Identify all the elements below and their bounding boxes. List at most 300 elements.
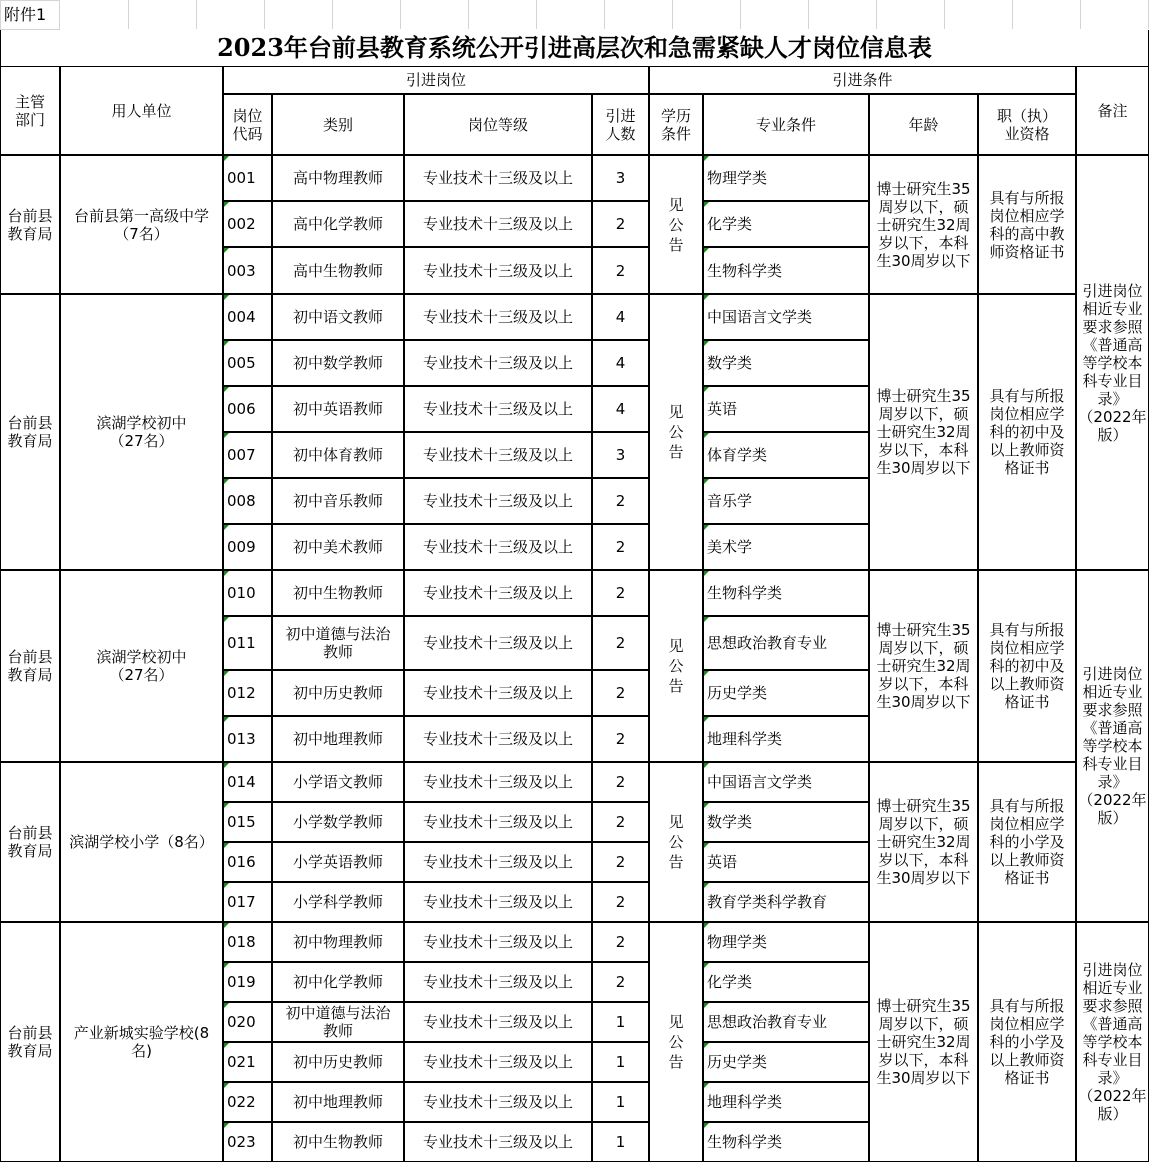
category-cell — [272, 882, 404, 922]
code-cell — [223, 570, 272, 616]
count-cell — [592, 922, 649, 962]
page-title-text: 2023年台前县教育系统公开引进高层次和急需紧缺人才岗位信息表 — [217, 33, 932, 62]
dept-cell-text: 台前县 教育局 — [7, 414, 53, 450]
count-cell — [592, 432, 649, 478]
count-cell-text: 2 — [615, 584, 626, 602]
header-dept — [0, 66, 60, 155]
level-cell — [404, 247, 592, 294]
level-cell-text: 专业技术十三级及以上 — [422, 973, 573, 991]
category-cell — [272, 201, 404, 247]
count-cell — [592, 762, 649, 802]
header-count — [592, 94, 649, 155]
major-cell — [703, 294, 869, 340]
edu-cell-text: 见 公 告 — [668, 813, 684, 871]
count-cell — [592, 478, 649, 524]
level-cell-text: 专业技术十三级及以上 — [422, 853, 573, 871]
grid-line — [332, 0, 333, 29]
category-cell — [272, 922, 404, 962]
code-cell — [223, 294, 272, 340]
code-cell-text: 007 — [227, 446, 256, 464]
header-code — [223, 94, 272, 155]
code-cell-text: 003 — [227, 261, 256, 280]
code-cell — [223, 882, 272, 922]
edu-cell-text: 见 公 告 — [668, 403, 684, 461]
edu-cell — [649, 294, 703, 570]
major-cell-text: 物理学类 — [707, 933, 768, 951]
header-remark — [1076, 66, 1149, 155]
level-cell-text: 专业技术十三级及以上 — [422, 446, 573, 464]
count-cell-text: 4 — [615, 308, 626, 326]
level-cell-text: 专业技术十三级及以上 — [422, 261, 573, 280]
major-cell — [703, 432, 869, 478]
count-cell — [592, 524, 649, 570]
code-cell-text: 022 — [227, 1093, 256, 1111]
category-cell — [272, 670, 404, 716]
count-cell — [592, 155, 649, 201]
count-cell — [592, 294, 649, 340]
header-age — [869, 94, 978, 155]
remark-cell-text: 引进岗位 相近专业 要求参照 《普通高 等学校本 科专业目 录》（2022年 版） — [1078, 665, 1147, 827]
level-cell-text: 专业技术十三级及以上 — [422, 634, 573, 652]
major-cell-text: 思想政治教育专业 — [707, 1013, 828, 1031]
major-cell — [703, 616, 869, 670]
edu-cell — [649, 922, 703, 1162]
major-cell — [703, 1082, 869, 1122]
category-cell — [272, 524, 404, 570]
level-cell — [404, 386, 592, 432]
grid-line — [128, 0, 129, 29]
level-cell — [404, 1082, 592, 1122]
level-cell-text: 专业技术十三级及以上 — [422, 215, 573, 233]
age-cell — [869, 762, 978, 922]
level-cell-text: 专业技术十三级及以上 — [422, 773, 573, 791]
age-cell — [869, 570, 978, 762]
count-cell-text: 1 — [615, 1053, 626, 1071]
level-cell — [404, 882, 592, 922]
major-cell — [703, 524, 869, 570]
level-cell — [404, 1122, 592, 1162]
level-cell-text: 专业技术十三级及以上 — [422, 1013, 573, 1031]
level-cell-text: 专业技术十三级及以上 — [422, 684, 573, 702]
level-cell-text: 专业技术十三级及以上 — [422, 933, 573, 951]
code-cell — [223, 802, 272, 842]
code-cell — [223, 386, 272, 432]
major-cell-text: 数学类 — [707, 813, 753, 831]
category-cell-text: 初中道德与法治 教师 — [285, 1004, 391, 1040]
code-cell-text: 021 — [227, 1053, 256, 1071]
count-cell-text: 2 — [615, 813, 626, 831]
count-cell-text: 2 — [615, 215, 626, 233]
qual-cell — [978, 762, 1076, 922]
category-cell-text: 初中历史教师 — [292, 684, 383, 702]
count-cell-text: 2 — [615, 853, 626, 871]
major-cell-text: 生物科学类 — [707, 261, 783, 280]
count-cell-text: 2 — [615, 634, 626, 652]
count-cell — [592, 340, 649, 386]
header-major-text: 专业条件 — [755, 115, 816, 134]
major-cell — [703, 478, 869, 524]
header-category-text: 类别 — [322, 115, 353, 134]
age-cell — [869, 155, 978, 294]
major-cell — [703, 1042, 869, 1082]
major-cell-text: 英语 — [707, 853, 738, 871]
header-edu-text: 学历 条件 — [660, 106, 691, 143]
major-cell-text: 数学类 — [707, 354, 753, 372]
code-cell-text: 009 — [227, 538, 256, 556]
header-unit-text: 用人单位 — [111, 101, 172, 120]
category-cell-text: 小学数学教师 — [292, 813, 383, 831]
unit-cell — [60, 570, 223, 762]
level-cell-text: 专业技术十三级及以上 — [422, 354, 573, 372]
count-cell — [592, 716, 649, 762]
attachment-label-text: 附件1 — [4, 5, 47, 24]
major-cell-text: 音乐学 — [707, 492, 753, 510]
count-cell — [592, 842, 649, 882]
major-cell — [703, 570, 869, 616]
unit-cell — [60, 762, 223, 922]
level-cell — [404, 524, 592, 570]
level-cell — [404, 432, 592, 478]
level-cell-text: 专业技术十三级及以上 — [422, 400, 573, 418]
dept-cell — [0, 570, 60, 762]
code-cell-text: 016 — [227, 853, 256, 871]
level-cell — [404, 962, 592, 1002]
header-remark-text: 备注 — [1097, 101, 1128, 120]
unit-cell — [60, 922, 223, 1162]
count-cell-text: 2 — [615, 492, 626, 510]
category-cell-text: 高中生物教师 — [292, 261, 383, 280]
qual-cell-text: 具有与所报 岗位相应学 科的初中及 以上教师资 格证书 — [989, 621, 1065, 711]
code-cell-text: 013 — [227, 730, 256, 748]
remark-cell — [1076, 922, 1149, 1162]
dept-cell — [0, 155, 60, 294]
dept-cell-text: 台前县 教育局 — [7, 1024, 53, 1060]
qual-cell — [978, 922, 1076, 1162]
remark-cell-text: 引进岗位 相近专业 要求参照 《普通高 等学校本 科专业目 录》（2022年 版） — [1078, 961, 1147, 1123]
grid-line — [400, 0, 401, 29]
major-cell — [703, 1122, 869, 1162]
count-cell-text: 2 — [615, 261, 626, 280]
level-cell-text: 专业技术十三级及以上 — [422, 492, 573, 510]
qual-cell — [978, 294, 1076, 570]
code-cell — [223, 716, 272, 762]
age-cell — [869, 922, 978, 1162]
code-cell-text: 004 — [227, 308, 256, 326]
category-cell-text: 小学科学教师 — [292, 893, 383, 911]
major-cell — [703, 247, 869, 294]
level-cell — [404, 570, 592, 616]
code-cell — [223, 922, 272, 962]
major-cell — [703, 670, 869, 716]
count-cell — [592, 616, 649, 670]
count-cell-text: 2 — [615, 684, 626, 702]
code-cell-text: 015 — [227, 813, 256, 831]
level-cell — [404, 716, 592, 762]
major-cell-text: 中国语言文学类 — [707, 773, 813, 791]
dept-cell — [0, 922, 60, 1162]
edu-cell — [649, 570, 703, 762]
code-cell — [223, 478, 272, 524]
category-cell — [272, 1122, 404, 1162]
level-cell — [404, 1042, 592, 1082]
category-cell — [272, 570, 404, 616]
level-cell-text: 专业技术十三级及以上 — [422, 1053, 573, 1071]
dept-cell-text: 台前县 教育局 — [7, 824, 53, 860]
header-cond-group — [649, 66, 1076, 94]
unit-cell-text: 台前县第一高级中学 （7名） — [73, 206, 209, 243]
count-cell — [592, 201, 649, 247]
count-cell — [592, 1122, 649, 1162]
dept-cell-text: 台前县 教育局 — [7, 206, 53, 243]
age-cell-text: 博士研究生35 周岁以下，硕 士研究生32周 岁以下，本科 生30周岁以下 — [876, 997, 971, 1087]
remark-cell — [1076, 570, 1149, 922]
category-cell-text: 初中数学教师 — [292, 354, 383, 372]
dept-cell — [0, 762, 60, 922]
code-cell-text: 001 — [227, 169, 256, 187]
code-cell-text: 019 — [227, 973, 256, 991]
code-cell — [223, 842, 272, 882]
level-cell — [404, 762, 592, 802]
level-cell — [404, 802, 592, 842]
age-cell-text: 博士研究生35 周岁以下，硕 士研究生32周 岁以下，本科 生30周岁以下 — [876, 179, 971, 270]
category-cell-text: 初中生物教师 — [292, 1133, 383, 1151]
grid-line — [944, 0, 945, 29]
remark-cell — [1076, 155, 1149, 570]
major-cell — [703, 882, 869, 922]
code-cell — [223, 762, 272, 802]
grid-line — [1012, 0, 1013, 29]
code-cell — [223, 247, 272, 294]
major-cell — [703, 716, 869, 762]
code-cell — [223, 962, 272, 1002]
level-cell-text: 专业技术十三级及以上 — [422, 1133, 573, 1151]
grid-line — [468, 0, 469, 29]
count-cell — [592, 570, 649, 616]
category-cell-text: 初中音乐教师 — [292, 492, 383, 510]
major-cell-text: 地理科学类 — [707, 1093, 783, 1111]
category-cell-text: 高中化学教师 — [292, 215, 383, 233]
code-cell-text: 008 — [227, 492, 256, 510]
header-unit — [60, 66, 223, 155]
header-edu — [649, 94, 703, 155]
age-cell-text: 博士研究生35 周岁以下，硕 士研究生32周 岁以下，本科 生30周岁以下 — [876, 387, 971, 477]
level-cell-text: 专业技术十三级及以上 — [422, 813, 573, 831]
category-cell — [272, 294, 404, 340]
code-cell — [223, 201, 272, 247]
category-cell-text: 高中物理教师 — [292, 169, 383, 187]
category-cell-text: 初中语文教师 — [292, 308, 383, 326]
code-cell — [223, 1122, 272, 1162]
remark-cell-text: 引进岗位 相近专业 要求参照 《普通高 等学校本 科专业目 录》（2022年 版） — [1078, 281, 1147, 444]
edu-cell-text: 见 公 告 — [668, 195, 684, 254]
category-cell — [272, 616, 404, 670]
major-cell-text: 英语 — [707, 400, 738, 418]
category-cell — [272, 478, 404, 524]
qual-cell-text: 具有与所报 岗位相应学 科的小学及 以上教师资 格证书 — [989, 997, 1065, 1087]
age-cell — [869, 294, 978, 570]
code-cell — [223, 670, 272, 716]
category-cell-text: 初中英语教师 — [292, 400, 383, 418]
grid-line — [196, 0, 197, 29]
category-cell-text: 初中化学教师 — [292, 973, 383, 991]
count-cell — [592, 1002, 649, 1042]
count-cell — [592, 962, 649, 1002]
count-cell — [592, 386, 649, 432]
grid-line — [1080, 0, 1081, 29]
qual-cell-text: 具有与所报 岗位相应学 科的初中及 以上教师资 格证书 — [989, 387, 1065, 477]
category-cell-text: 初中体育教师 — [292, 446, 383, 464]
count-cell-text: 1 — [615, 1093, 626, 1111]
code-cell-text: 012 — [227, 684, 256, 702]
code-cell — [223, 1002, 272, 1042]
major-cell-text: 化学类 — [707, 215, 753, 233]
grid-line — [264, 0, 265, 29]
header-major — [703, 94, 869, 155]
major-cell — [703, 201, 869, 247]
major-cell-text: 生物科学类 — [707, 1133, 783, 1151]
level-cell-text: 专业技术十三级及以上 — [422, 893, 573, 911]
grid-line — [536, 0, 537, 29]
unit-cell — [60, 294, 223, 570]
header-category — [272, 94, 404, 155]
category-cell-text: 初中美术教师 — [292, 538, 383, 556]
category-cell-text: 初中物理教师 — [292, 933, 383, 951]
level-cell — [404, 616, 592, 670]
unit-cell-text: 滨湖学校小学（8名） — [69, 833, 214, 851]
category-cell — [272, 247, 404, 294]
header-post-group — [223, 66, 649, 94]
count-cell-text: 2 — [615, 773, 626, 791]
unit-cell-text: 产业新城实验学校(8 名) — [73, 1024, 210, 1060]
level-cell — [404, 1002, 592, 1042]
header-post-group-text: 引进岗位 — [405, 71, 466, 89]
qual-cell — [978, 155, 1076, 294]
category-cell — [272, 386, 404, 432]
category-cell-text: 小学语文教师 — [292, 773, 383, 791]
count-cell-text: 1 — [615, 1013, 626, 1031]
header-qual-text: 职（执） 业资格 — [996, 106, 1057, 143]
major-cell-text: 历史学类 — [707, 1053, 768, 1071]
unit-cell-text: 滨湖学校初中 （27名） — [96, 414, 187, 450]
major-cell — [703, 340, 869, 386]
major-cell-text: 物理学类 — [707, 169, 768, 187]
code-cell-text: 005 — [227, 354, 256, 372]
level-cell — [404, 294, 592, 340]
major-cell — [703, 155, 869, 201]
category-cell — [272, 155, 404, 201]
code-cell-text: 006 — [227, 400, 256, 418]
header-code-text: 岗位 代码 — [232, 106, 263, 143]
major-cell-text: 化学类 — [707, 973, 753, 991]
category-cell — [272, 802, 404, 842]
count-cell-text: 2 — [615, 933, 626, 951]
count-cell — [592, 882, 649, 922]
major-cell — [703, 386, 869, 432]
category-cell — [272, 842, 404, 882]
level-cell-text: 专业技术十三级及以上 — [422, 730, 573, 748]
level-cell — [404, 670, 592, 716]
code-cell — [223, 524, 272, 570]
header-cond-group-text: 引进条件 — [832, 71, 893, 89]
code-cell — [223, 340, 272, 386]
category-cell — [272, 1002, 404, 1042]
category-cell-text: 初中历史教师 — [292, 1053, 383, 1071]
level-cell — [404, 478, 592, 524]
code-cell-text: 011 — [227, 634, 256, 652]
grid-line — [808, 0, 809, 29]
grid-line — [604, 0, 605, 29]
grid-line — [876, 0, 877, 29]
major-cell-text: 历史学类 — [707, 684, 768, 702]
edu-cell-text: 见 公 告 — [668, 637, 684, 695]
count-cell-text: 2 — [615, 730, 626, 748]
code-cell-text: 010 — [227, 584, 256, 602]
level-cell-text: 专业技术十三级及以上 — [422, 584, 573, 602]
major-cell — [703, 842, 869, 882]
level-cell — [404, 155, 592, 201]
count-cell — [592, 670, 649, 716]
level-cell — [404, 842, 592, 882]
unit-cell-text: 滨湖学校初中 （27名） — [96, 648, 187, 684]
level-cell — [404, 340, 592, 386]
category-cell — [272, 340, 404, 386]
category-cell-text: 初中道德与法治 教师 — [285, 625, 391, 661]
age-cell-text: 博士研究生35 周岁以下，硕 士研究生32周 岁以下，本科 生30周岁以下 — [876, 621, 971, 711]
dept-cell-text: 台前县 教育局 — [7, 648, 53, 684]
major-cell — [703, 1002, 869, 1042]
header-age-text: 年龄 — [908, 115, 939, 134]
count-cell — [592, 247, 649, 294]
major-cell-text: 美术学 — [707, 538, 753, 556]
major-cell — [703, 802, 869, 842]
code-cell — [223, 432, 272, 478]
code-cell-text: 020 — [227, 1013, 256, 1031]
count-cell-text: 4 — [615, 400, 626, 418]
header-dept-text: 主管 部门 — [14, 92, 45, 129]
major-cell-text: 生物科学类 — [707, 584, 783, 602]
count-cell-text: 2 — [615, 973, 626, 991]
category-cell — [272, 1082, 404, 1122]
category-cell — [272, 762, 404, 802]
count-cell — [592, 1042, 649, 1082]
code-cell-text: 018 — [227, 933, 256, 951]
category-cell-text: 小学英语教师 — [292, 853, 383, 871]
code-cell-text: 017 — [227, 893, 256, 911]
major-cell-text: 教育学类科学教育 — [707, 893, 828, 911]
code-cell — [223, 1042, 272, 1082]
category-cell — [272, 432, 404, 478]
grid-line — [672, 0, 673, 29]
qual-cell-text: 具有与所报 岗位相应学 科的高中教 师资格证书 — [989, 188, 1065, 261]
major-cell-text: 地理科学类 — [707, 730, 783, 748]
count-cell — [592, 802, 649, 842]
category-cell — [272, 962, 404, 1002]
header-qual — [978, 94, 1076, 155]
count-cell-text: 2 — [615, 893, 626, 911]
grid-line — [740, 0, 741, 29]
category-cell — [272, 1042, 404, 1082]
code-cell — [223, 155, 272, 201]
level-cell-text: 专业技术十三级及以上 — [422, 169, 573, 187]
page-title — [0, 30, 1149, 66]
major-cell-text: 中国语言文学类 — [707, 308, 813, 326]
major-cell-text: 思想政治教育专业 — [707, 634, 828, 652]
qual-cell — [978, 570, 1076, 762]
edu-cell — [649, 762, 703, 922]
edu-cell-text: 见 公 告 — [668, 1013, 684, 1071]
header-level — [404, 94, 592, 155]
count-cell-text: 2 — [615, 538, 626, 556]
